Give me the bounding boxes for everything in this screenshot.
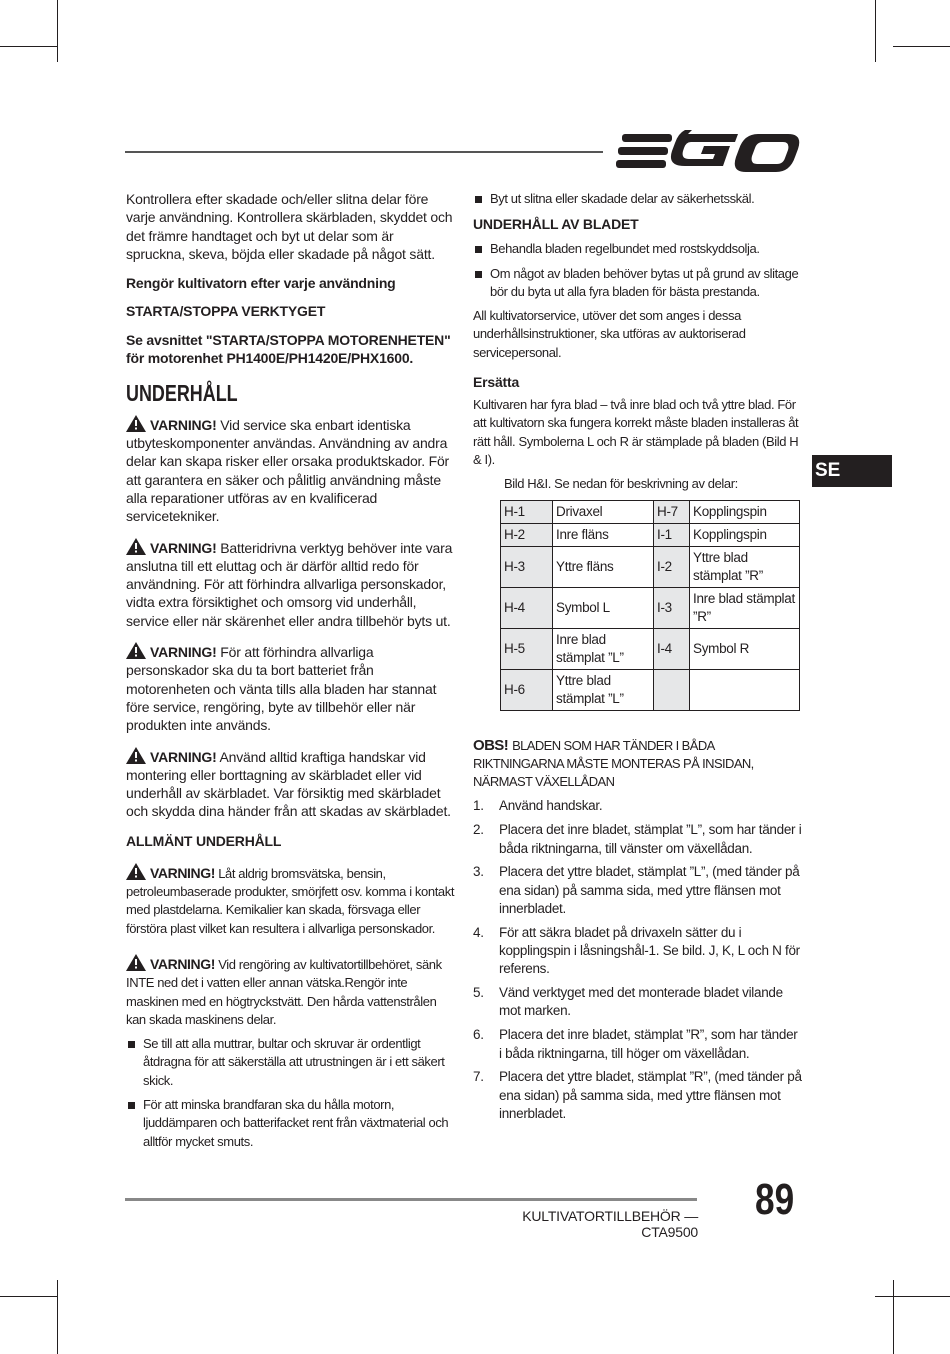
replace-heading: Ersätta: [473, 374, 520, 391]
warning-label: VARNING!: [150, 955, 215, 972]
step-text: Placera det inre bladet, stämplat ”R”, som har tänder i båda riktningarna, till höger om växellådan.: [499, 1027, 798, 1061]
table-cell: Yttre fläns: [553, 546, 654, 587]
table-cell: H-2: [501, 523, 553, 546]
step-text: Använd handskar.: [499, 798, 603, 814]
crop-mark: [0, 46, 57, 47]
table-cell: Yttre blad stämplat ”R”: [690, 546, 800, 587]
step-number: 7.: [473, 1069, 484, 1085]
step-text: Placera det yttre bladet, stämplat ”R”, (med tänder på ena sidan) på samma sida, med yttre flänsen mot innerbladet.: [499, 1069, 802, 1121]
table-cell: H-5: [501, 628, 553, 669]
table-row: [501, 546, 800, 587]
warning-text: Använd alltid kraftiga handskar vid montering eller borttagning av skärbladet eller vid underhåll av skärbladet. Var försiktig med skärbladet och skydda dina händer från att skadas av skärbladet.: [126, 748, 451, 820]
step-number: 1.: [473, 798, 484, 814]
warning-triangle-icon: [126, 538, 146, 555]
obs-note: [473, 737, 803, 792]
table-cell: I-1: [654, 523, 690, 546]
warning-label: VARNING!: [150, 864, 215, 881]
table-row: [501, 523, 800, 546]
maintenance-heading: UNDERHÅLL: [126, 379, 238, 406]
list-item: [473, 984, 803, 1021]
table-cell: Kopplingspin: [690, 523, 800, 546]
figure-reference: Bild H&I. Se nedan för beskrivning av delar:: [504, 476, 738, 492]
step-text: Placera det yttre bladet, stämplat ”L”, (med tänder på ena sidan) på samma sida, med yttre flänsen mot innerbladet.: [499, 864, 800, 916]
start-stop-heading: STARTA/STOPPA VERKTYGET: [126, 303, 326, 320]
list-item: [473, 1068, 803, 1123]
table-row: [501, 628, 800, 669]
warning-block: [126, 954, 456, 1029]
warning-block: [126, 642, 456, 734]
table-cell: Kopplingspin: [690, 500, 800, 523]
step-text: Placera det inre bladet, stämplat ”L”, som har tänder i båda riktningarna, till vänster om växellådan.: [499, 822, 802, 856]
list-item: Byt ut slitna eller skadade delar av säkerhetsskäl.: [473, 190, 803, 208]
crop-mark: [0, 1296, 57, 1297]
table-cell: Drivaxel: [553, 500, 654, 523]
step-number: 3.: [473, 864, 484, 880]
step-number: 5.: [473, 985, 484, 1001]
table-cell: Inre fläns: [553, 523, 654, 546]
list-item: [473, 797, 803, 815]
step-number: 6.: [473, 1027, 484, 1043]
warning-triangle-icon: [126, 415, 146, 432]
table-cell: I-3: [654, 587, 690, 628]
general-bullet-list: [126, 1035, 456, 1151]
language-tab: SE: [812, 455, 892, 487]
service-note: All kultivatorservice, utöver det som anges i dessa underhållsinstruktioner, ska utföras av auktoriserad servicepersonal.: [473, 308, 746, 360]
warning-block: [126, 415, 456, 526]
table-cell: Inre blad stämplat ”L”: [553, 628, 654, 669]
header-rule: [125, 151, 603, 153]
table-cell: [654, 669, 690, 710]
table-cell: H-7: [654, 500, 690, 523]
list-item: [473, 924, 803, 979]
warning-label: VARNING!: [150, 644, 217, 661]
crop-mark: [893, 1280, 894, 1354]
general-maintenance-heading: ALLMÄNT UNDERHÅLL: [126, 832, 282, 849]
table-row: [501, 500, 800, 523]
warning-triangle-icon: [126, 747, 146, 764]
list-item: Om något av bladen behöver bytas ut på grund av slitage bör du byta ut alla fyra bladen för bästa prestanda.: [473, 265, 803, 302]
warning-triangle-icon: [126, 863, 146, 880]
warning-label: VARNING!: [150, 416, 217, 433]
warning-label: VARNING!: [150, 539, 217, 556]
obs-label: OBS!: [473, 736, 509, 754]
table-row: [501, 669, 800, 710]
list-item: För att minska brandfaran ska du hålla motorn, ljuddämparen och batterifacket rent från växtmaterial och alltför mycket smuts.: [126, 1096, 456, 1151]
crop-mark: [875, 0, 876, 62]
warning-triangle-icon: [126, 954, 146, 971]
step-text: Vänd verktyget med det monterade bladet vilande mot marken.: [499, 985, 783, 1019]
warning-text: Vid service ska enbart identiska utbyteskomponenter användas. Användning av andra delar kan skapa risker eller orsaka produktskador. För att garantera en säker och pålitlig användning måste alla reparationer utföras av en kvalificerad servicetekniker.: [126, 416, 450, 525]
table-cell: H-4: [501, 587, 553, 628]
clean-heading: Rengör kultivatorn efter varje användning: [126, 275, 396, 292]
list-item: [473, 821, 803, 858]
crop-mark: [57, 0, 58, 62]
list-item: [473, 863, 803, 918]
parts-table: [500, 500, 800, 711]
step-number: 4.: [473, 924, 484, 940]
list-item: Behandla bladen regelbundet med rostskyddsolja.: [473, 240, 803, 258]
crop-mark: [893, 46, 950, 47]
crop-mark: [57, 1280, 58, 1354]
left-column: [126, 190, 456, 1161]
see-section: Se avsnittet "STARTA/STOPPA MOTORENHETEN" för motorenhet PH1400E/PH1420E/PHX1600.: [126, 332, 451, 367]
obs-text: BLADEN SOM HAR TÄNDER I BÅDA RIKTNINGARNA MÅSTE MONTERAS PÅ INSIDAN, NÄRMAST VÄXELLÅDAN: [473, 737, 754, 790]
top-bullet-list: [473, 190, 803, 208]
warning-text: Vid rengöring av kultivatortillbehöret, sänk INTE ned det i vatten eller annan vätska.Rengör inte maskinen med en högtryckstvätt. Den hårda vattenstrålen kan skada maskinens delar.: [126, 956, 442, 1027]
ego-logo: [616, 130, 800, 172]
footer-rule: [125, 1198, 697, 1201]
page-number: 89: [755, 1175, 795, 1224]
warning-text: För att förhindra allvarliga personskador ska du ta bort batteriet från motorenheten och vänta tills alla bladen har stannat före service, rengöring, byte av tillbehör eller när produkten inte används.: [126, 644, 437, 734]
table-cell: H-1: [501, 500, 553, 523]
replace-text: Kultivaren har fyra blad – två inre blad och två yttre blad. För att kultivatorn ska fungera korrekt måste bladen installeras åt rätt håll. Symbolerna L och R är stämplade på bladen (Bild H & I).: [473, 397, 799, 467]
warning-label: VARNING!: [150, 748, 217, 765]
crop-mark: [875, 1296, 950, 1297]
right-column: [473, 190, 803, 1129]
assembly-steps: [473, 797, 803, 1123]
table-cell: I-2: [654, 546, 690, 587]
table-row: [501, 587, 800, 628]
warning-block: [126, 863, 456, 938]
table-cell: I-4: [654, 628, 690, 669]
intro-paragraph: Kontrollera efter skadade och/eller slitna delar före varje användning. Kontrollera skärbladen, skyddet och det främre handtaget och byt ut delar som är spruckna, skeva, böjda eller skadade på något sätt.: [126, 191, 453, 262]
blade-maintenance-heading: UNDERHÅLL AV BLADET: [473, 216, 639, 233]
warning-text: Batteridrivna verktyg behöver inte vara anslutna till ett eluttag och är därför alltid redo för användning. För att förhindra allvarliga personskador, vidta extra försiktighet och omsorg vid underhåll, service eller när skärenhet eller andra tillbehör byts ut.: [126, 539, 453, 629]
warning-triangle-icon: [126, 642, 146, 659]
warning-text: Låt aldrig bromsvätska, bensin, petroleumbaserade produkter, smörjfett osv. komma i kontakt med plastdelarna. Kemikalier kan skada, försvaga eller förstöra plast vilket kan resultera i allvarliga personskador.: [126, 865, 455, 936]
list-item: Se till att alla muttrar, bultar och skruvar är ordentligt åtdragna för att säkerställa att utrustningen är i ett säkert skick.: [126, 1035, 456, 1090]
step-number: 2.: [473, 822, 484, 838]
table-cell: Symbol R: [690, 628, 800, 669]
blade-bullet-list: [473, 240, 803, 301]
table-cell: H-6: [501, 669, 553, 710]
warning-block: [126, 747, 456, 821]
table-cell: [690, 669, 800, 710]
footer-title: KULTIVATORTILLBEHÖR — CTA9500: [522, 1208, 698, 1240]
table-cell: Symbol L: [553, 587, 654, 628]
step-text: För att säkra bladet på drivaxeln sätter du i kopplingspin i låsningshål-1. Se bild. J, K, L och N för referens.: [499, 924, 800, 977]
table-cell: Yttre blad stämplat ”L”: [553, 669, 654, 710]
table-cell: H-3: [501, 546, 553, 587]
warning-block: [126, 538, 456, 630]
list-item: [473, 1026, 803, 1063]
table-cell: Inre blad stämplat ”R”: [690, 587, 800, 628]
